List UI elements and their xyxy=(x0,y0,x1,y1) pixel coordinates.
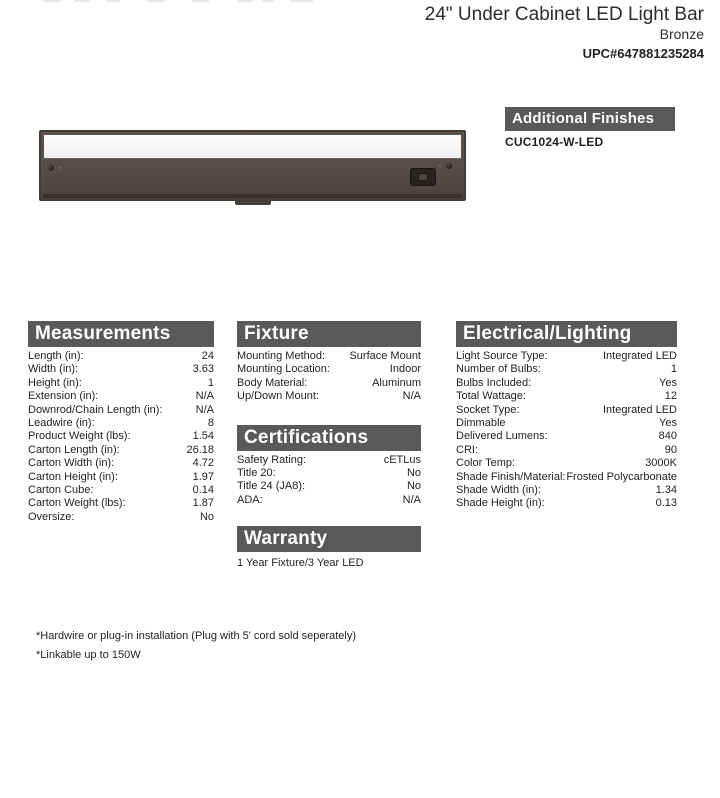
measurements-header: Measurements xyxy=(28,321,214,347)
spec-row xyxy=(28,457,214,470)
spec-row xyxy=(28,363,214,376)
linkable-note: *Linkable up to 150W xyxy=(36,649,141,661)
additional-finishes-header: Additional Finishes xyxy=(505,107,675,131)
middle-column xyxy=(237,321,421,570)
spec-value: 1.87 xyxy=(192,497,214,510)
mounting-tab xyxy=(235,199,271,205)
spec-label: Total Wattage: xyxy=(456,390,526,403)
spec-value: cETLus xyxy=(383,453,421,466)
screw-dot-icon xyxy=(59,166,62,169)
spec-row xyxy=(456,377,677,390)
spec-row xyxy=(28,444,214,457)
spec-value: 1.34 xyxy=(655,484,677,497)
spec-row xyxy=(28,390,214,403)
spec-row xyxy=(237,377,421,390)
spec-row xyxy=(456,430,677,443)
spec-row xyxy=(28,377,214,390)
spec-value: N/A xyxy=(402,390,421,403)
spec-value: No xyxy=(199,510,214,523)
spec-label: Mounting Location: xyxy=(237,363,330,376)
screw-icon xyxy=(446,163,452,169)
spec-label: CRI: xyxy=(456,443,478,456)
page-title: 24" Under Cabinet LED Light Bar xyxy=(424,4,704,25)
spec-row xyxy=(237,454,421,467)
electrical-rows xyxy=(456,350,677,511)
spec-label: Carton Weight (lbs): xyxy=(28,497,126,510)
spec-label: Number of Bulbs: xyxy=(456,363,541,376)
measurements-section xyxy=(28,321,214,524)
spec-row xyxy=(237,363,421,376)
spec-label: Carton Length (in): xyxy=(28,443,120,456)
spec-label: Carton Width (in): xyxy=(28,457,115,470)
spec-value: 3.63 xyxy=(192,363,214,376)
fixture-rows xyxy=(237,350,421,404)
spec-row xyxy=(456,444,677,457)
spec-value: 8 xyxy=(207,417,214,430)
spec-value: N/A xyxy=(195,390,214,403)
spec-value: No xyxy=(406,480,421,493)
spec-label: Shade Width (in): xyxy=(456,484,541,497)
spec-label: Bulbs Included: xyxy=(456,376,532,389)
spec-value: Surface Mount xyxy=(349,350,421,362)
spec-value: Frosted Polycarbonate xyxy=(566,470,677,483)
spec-row xyxy=(456,457,677,470)
spec-value: 1 xyxy=(670,363,677,376)
upc-code: UPC#647881235284 xyxy=(582,46,704,61)
spec-value: 24 xyxy=(201,350,214,362)
spec-value: No xyxy=(406,467,421,480)
spec-label: Dimmable xyxy=(456,417,506,430)
product-image xyxy=(39,130,466,201)
electrical-section xyxy=(456,321,677,511)
spec-label: Downrod/Chain Length (in): xyxy=(28,403,163,416)
spec-value: 840 xyxy=(658,430,677,443)
spec-row xyxy=(28,497,214,510)
spec-label: Height (in): xyxy=(28,376,82,389)
spec-label: Length (in): xyxy=(28,350,84,362)
spec-row xyxy=(237,350,421,363)
spec-value: 1.97 xyxy=(192,470,214,483)
additional-finishes-sku: CUC1024-W-LED xyxy=(505,135,604,149)
spec-value: Integrated LED xyxy=(603,350,677,362)
spec-row xyxy=(28,430,214,443)
spec-label: Oversize: xyxy=(28,510,75,523)
spec-row xyxy=(456,471,677,484)
spec-value: Aluminum xyxy=(372,376,421,389)
spec-value: N/A xyxy=(195,403,214,416)
install-note: *Hardwire or plug-in installation (Plug with 5' cord sold seperately) xyxy=(36,630,357,642)
spec-label: ADA: xyxy=(237,493,263,506)
fixture-header: Fixture xyxy=(237,321,421,347)
electrical-header: Electrical/Lighting xyxy=(456,321,677,347)
spec-label: Title 20: xyxy=(237,467,276,480)
spec-label: Leadwire (in): xyxy=(28,417,95,430)
certifications-header: Certifications xyxy=(237,425,421,451)
spec-label: Delivered Lumens: xyxy=(456,430,548,443)
spec-label: Light Source Type: xyxy=(456,350,548,362)
spec-value: 3000K xyxy=(645,457,677,470)
spec-label: Extension (in): xyxy=(28,390,99,403)
spec-row xyxy=(456,350,677,363)
spec-row xyxy=(456,484,677,497)
spec-label: Product Weight (lbs): xyxy=(28,430,131,443)
spec-value: 12 xyxy=(664,390,677,403)
spec-label: Carton Height (in): xyxy=(28,470,118,483)
spec-row xyxy=(456,404,677,417)
title-block xyxy=(425,3,704,62)
spec-row xyxy=(456,390,677,403)
spec-row xyxy=(456,497,677,510)
spec-label: Socket Type: xyxy=(456,403,520,416)
spec-row xyxy=(456,417,677,430)
spec-value: 90 xyxy=(664,443,677,456)
spec-row xyxy=(237,480,421,493)
spec-label: Color Temp: xyxy=(456,457,516,470)
power-switch-icon xyxy=(410,168,436,186)
spec-value: 0.13 xyxy=(655,497,677,510)
spec-label: Body Material: xyxy=(237,376,308,389)
spec-value: Indoor xyxy=(389,363,421,376)
spec-label: Shade Height (in): xyxy=(456,497,545,510)
spec-value: 1.54 xyxy=(192,430,214,443)
spec-label: Shade Finish/Material: xyxy=(456,470,566,483)
spec-label: Up/Down Mount: xyxy=(237,390,319,403)
spec-row xyxy=(28,511,214,524)
spec-value: 0.14 xyxy=(192,484,214,497)
spec-value: Yes xyxy=(659,417,677,430)
spec-row xyxy=(28,484,214,497)
spec-row xyxy=(237,494,421,507)
screw-icon xyxy=(48,165,54,171)
spec-row xyxy=(28,471,214,484)
spec-row xyxy=(28,404,214,417)
spec-row xyxy=(237,467,421,480)
cropped-logo-strip xyxy=(0,0,340,4)
warranty-header: Warranty xyxy=(237,526,421,552)
spec-label: Width (in): xyxy=(28,363,79,376)
spec-value: 1 xyxy=(207,376,214,389)
spec-row xyxy=(28,417,214,430)
footer-notes xyxy=(36,627,356,665)
spec-row xyxy=(456,363,677,376)
spec-value: N/A xyxy=(402,493,421,506)
measurements-rows xyxy=(28,350,214,524)
spec-label: Title 24 (JA8): xyxy=(237,480,306,493)
spec-label: Safety Rating: xyxy=(237,453,307,466)
finish-name: Bronze xyxy=(659,26,704,42)
warranty-text: 1 Year Fixture/3 Year LED xyxy=(237,557,364,570)
spec-value: 4.72 xyxy=(192,457,214,470)
fixture-shadow xyxy=(43,194,462,198)
spec-row xyxy=(237,390,421,403)
spec-value: Integrated LED xyxy=(603,403,677,416)
spec-value: Yes xyxy=(659,376,677,389)
spec-label: Carton Cube: xyxy=(28,484,94,497)
spec-label: Mounting Method: xyxy=(237,350,326,362)
spec-row xyxy=(28,350,214,363)
spec-value: 26.18 xyxy=(186,443,214,456)
fixture-lens xyxy=(44,135,461,159)
screw-dot-icon xyxy=(438,164,441,167)
certifications-rows xyxy=(237,454,421,508)
